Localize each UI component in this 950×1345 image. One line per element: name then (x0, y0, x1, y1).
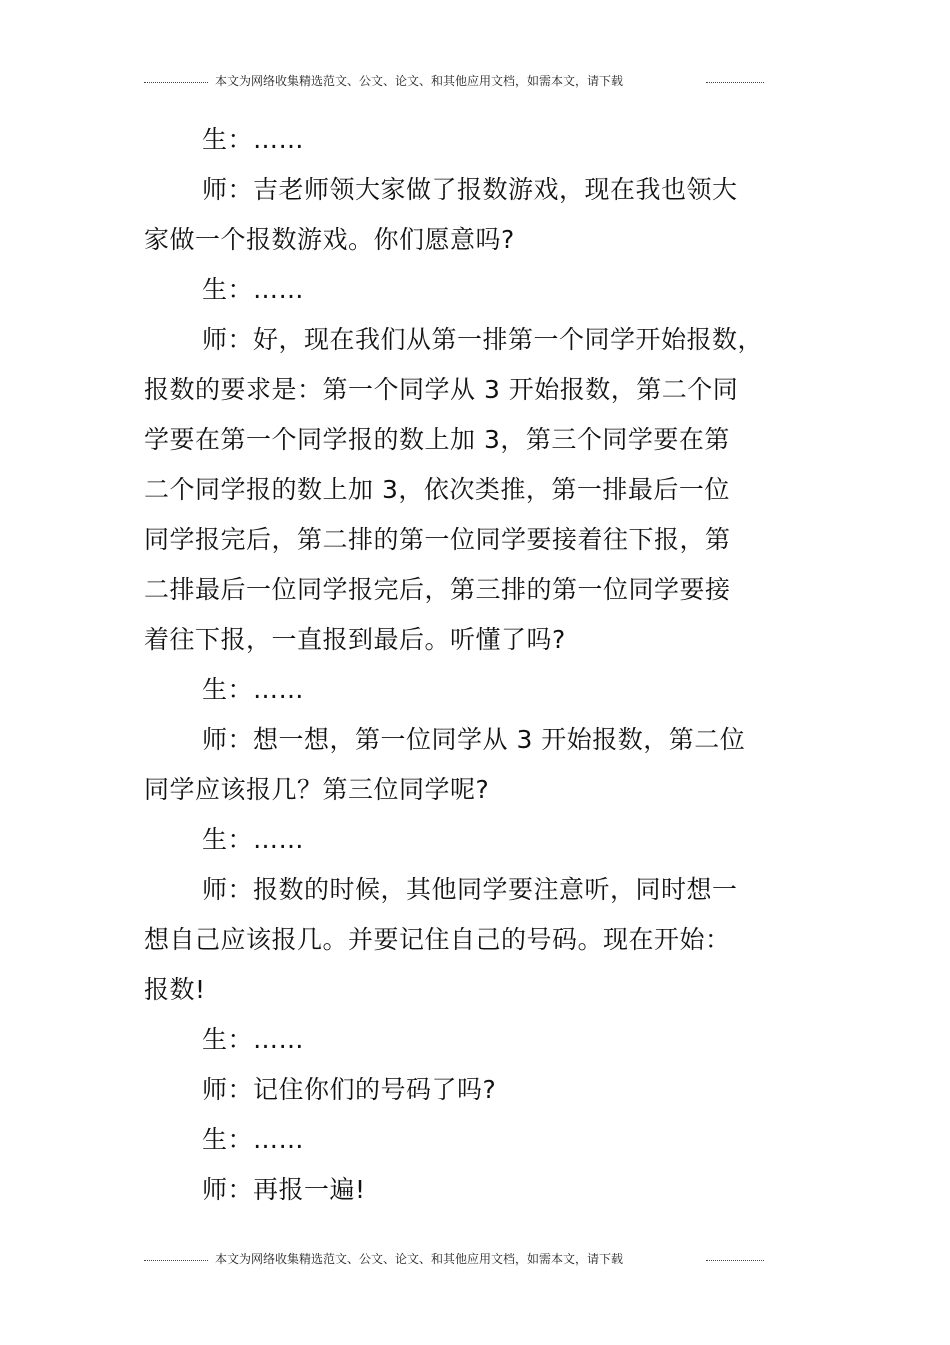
teacher-line: 师：记住你们的号码了吗? (202, 1075, 497, 1104)
paragraph-line: 二个同学报的数上加 3，依次类推，第一排最后一位 (144, 475, 730, 504)
student-line: 生：…… (202, 675, 305, 704)
paragraph-line: 同学报完后，第二排的第一位同学要接着往下报，第 (144, 525, 731, 554)
teacher-line: 师：想一想，第一位同学从 3 开始报数，第二位 (202, 725, 746, 754)
paragraph-line: 报数的要求是：第一个同学从 3 开始报数，第二个同 (144, 375, 739, 404)
paragraph-line: 学要在第一个同学报的数上加 3，第三个同学要在第 (144, 425, 730, 454)
paragraph-line: 报数! (144, 975, 206, 1004)
header-note: 本文为网络收集精选范文、公文、论文、和其他应用文档，如需本文，请下载 (215, 74, 624, 88)
paragraph-line: 想自己应该报几。并要记住自己的号码。现在开始： (144, 925, 731, 954)
footer-note: 本文为网络收集精选范文、公文、论文、和其他应用文档，如需本文，请下载 (215, 1252, 624, 1266)
paragraph-line: 家做一个报数游戏。你们愿意吗? (144, 225, 515, 254)
running-footer (0, 1249, 950, 1269)
teacher-line: 师：报数的时候，其他同学要注意听，同时想一 (202, 875, 738, 904)
footer-dash-right (706, 1260, 764, 1261)
teacher-line: 师：吉老师领大家做了报数游戏，现在我也领大 (202, 175, 738, 204)
paragraph-line: 同学应该报几？第三位同学呢? (144, 775, 490, 804)
paragraph-line: 二排最后一位同学报完后，第三排的第一位同学要接 (144, 575, 731, 604)
student-line: 生：…… (202, 1125, 305, 1154)
teacher-line: 师：好，现在我们从第一排第一个同学开始报数， (202, 325, 764, 354)
paragraph-line: 着往下报，一直报到最后。听懂了吗? (144, 625, 566, 654)
student-line: 生：…… (202, 275, 305, 304)
student-line: 生：…… (202, 825, 305, 854)
student-line: 生：…… (202, 125, 305, 154)
student-line: 生：…… (202, 1025, 305, 1054)
teacher-line: 师：再报一遍! (202, 1175, 366, 1204)
footer-dash-left (144, 1260, 208, 1261)
